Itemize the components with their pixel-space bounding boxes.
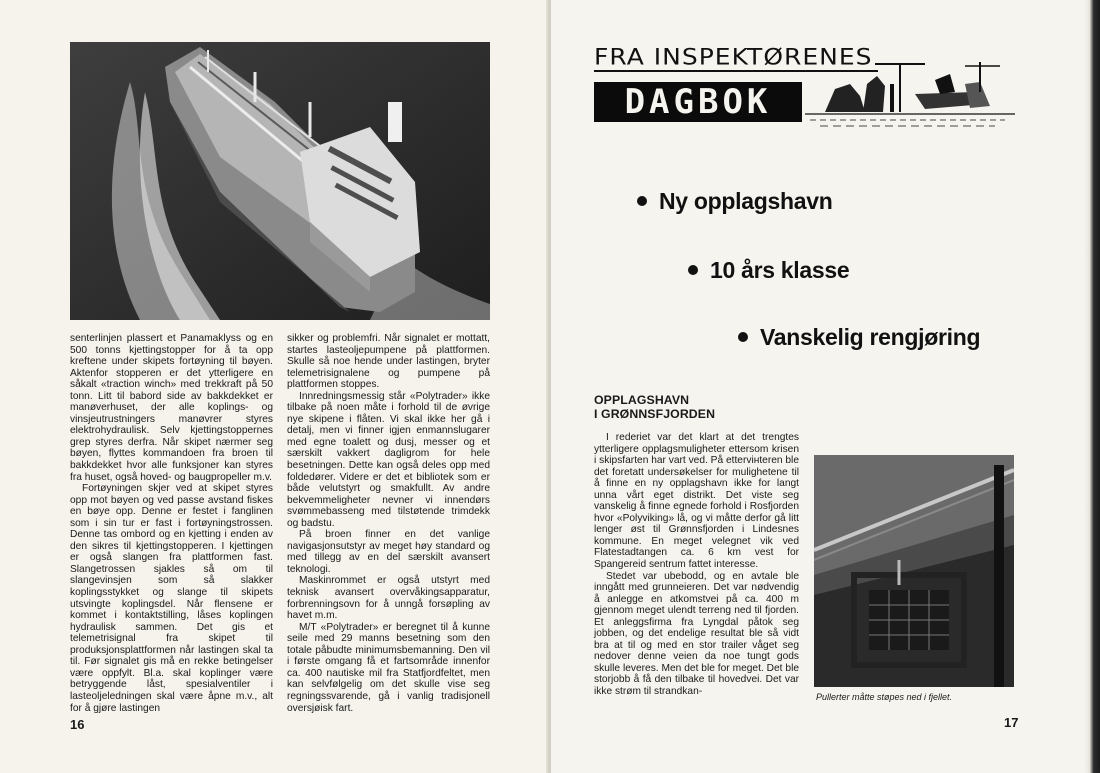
page-number: 16 (70, 717, 85, 732)
bullet-dot-icon (637, 196, 647, 206)
pier-photo (814, 455, 1014, 687)
left-page (0, 0, 549, 773)
right-column-1 (594, 432, 799, 698)
bullet-dot-icon (688, 265, 698, 275)
bullet-headline (738, 324, 980, 351)
harbor-illustration (805, 54, 1015, 134)
paragraph: Innredningsmessig står «Polytrader» ikke tilbake på noen måte i forhold til de øvrige nye skipene i flåten. Vi skal ikke her gå i detalj, men vi finner igjen enmannslugarer med egne toalett og dusj, messer og et særskilt vakkert dagligrom for hele besetningen. Dette kan også deles opp med foldedører. Videre er det et bibliotek som er både velutstyrt og smakfullt. Av andre bekvemmeligheter nevner vi innendørs svømmebasseng med tilstøtende trimdekk og badstu. (287, 390, 490, 529)
bullet-headline (637, 188, 832, 215)
section-title (594, 393, 715, 421)
bullet-dot-icon (738, 332, 748, 342)
bullet-text: Vanskelig rengjøring (760, 324, 981, 350)
page-number: 17 (1004, 715, 1019, 730)
paragraph: M/T «Polytrader» er beregnet til å kunne seile med 29 manns besetning som den totale påbudte minimumsbemanning. Den vil i første omgang få et fartsområde innenfor ca. 400 nautiske mil fra Statfjordfeltet, men kan selvfølgelig om det skulle vise seg regningssvarende, gå i vanlig tradisjonell oversjøisk fart. (287, 621, 490, 714)
paragraph: Maskinrommet er også utstyrt med teknisk avansert overvåkingsapparatur, forbrenningsovn for å unngå forsøpling av havet m.m. (287, 575, 490, 622)
dagbok-text: DAGBOK (624, 82, 772, 122)
dagbok-logo (594, 82, 802, 122)
paragraph: Fortøyningen skjer ved at skipet styres opp mot bøyen og ved passe avstand fiskes en bøye opp. Denne er festet i fanglinen som i sin tur er fast i fortøyningstrossen. Denne tas ombord og en kjetting i enden av den sikres til kjettingstopperen. I kjettingen er også slangen fra plattformen fast. Slangetrossen sjakles så om til slangevinsjen som så slakker koplingsstykket og slange til skipets utsvingte koplingsdel. Når flensene er kommet i kontaktstilling, låses koplingen hydraulisk sammen. Det gis et telemetrisignal fra skipet til produksjonsplattformen når lastingen skal ta til. Før signalet gis må en rekke betingelser være oppfylt. Bl.a. skal koplinger være betryggende låst, spesialventiler i lasteoljeledningen skal være åpne m.v., alt for å gjøre lastingen (70, 483, 273, 714)
section-title-line: OPPLAGSHAVN (594, 393, 690, 407)
left-column-1 (70, 333, 273, 714)
section-header-label: FRA INSPEKTØRENES (594, 44, 873, 71)
photo-caption: Pullerter måtte støpes ned i fjellet. (816, 692, 953, 702)
page-edge (1084, 0, 1100, 773)
paragraph: På broen finner en det vanlige navigasjonsutstyr av meget høy standard og med tillegg av en del særskilt avansert teknologi. (287, 529, 490, 575)
paragraph: sikker og problemfri. Når signalet er mottatt, startes lasteoljepumpene på plattformen. Skulle så noe hende under lastingen, bryter telemetrisignalene og pumpene på plattformen stoppes. (287, 333, 490, 391)
ship-photo (70, 42, 490, 320)
section-title-line: I GRØNNSFJORDEN (594, 407, 716, 421)
paragraph: senterlinjen plassert et Panamaklyss og en 500 tonns kjettingstopper for å ta opp kreftene under skipets fortøyning til bøyen. Aktenfor stopperen er det ytterligere en såkalt «traction winch» med trekkraft på 50 tonn. Litt til babord side av bakkdekket er manøverhuset, der alle koplings- og vinsjeutrustningers manøvrer styres elektrohydraulisk. Selv kjettingstoppernes grep styres derfra. Når skipet nærmer seg bøyen, flyttes kommandoen fra broen til bakkdekket hvor alle funksjoner kan styres fra huset, også hoved- og baugpropeller m.v. (70, 333, 273, 483)
bullet-text: Ny opplagshavn (659, 188, 833, 214)
bullet-headline (688, 257, 849, 284)
bullet-text: 10 års klasse (710, 257, 850, 283)
paragraph: Stedet var ubebodd, og en avtale ble inngått med grunneieren. Det var nødvendig å anlegge en atkomstvei på ca. 400 m gjennom meget ulendt terreng ned til fjorden. Et anleggsfirma fra Lyngdal påtok seg jobben, og det endelige resultat ble så vidt bra at til og med en stor trailer våget seg nedover denne veien da noe tungt gods skulle leveres. Men det ble for meget. Det ble storjobb å få den tilbake til hovedvei. Det var ikke strøm til strandkan- (594, 570, 799, 698)
left-column-2 (287, 333, 490, 714)
paragraph: I rederiet var det klart at det trengtes ytterligere opplagsmuligheter ettersom krisen i skipsfarten har vart ved. På etterviнteren ble det foretatt undersøkelser for mulighetene til å finne en ny opplagshavn ikke for langt unna vårt eget distrikt. Det viste seg vanskelig å finne egnede forhold i Rosfjorden hvor «Polyviking» lå, og vi måtte derfor gå litt lenger øst til Grønnsfjorden i Lindesnes kommune. En meget velegnet vik ved Flatestadtangen ca. 6 km vest for Spangereid sentrum fattet interesse. (594, 432, 799, 571)
